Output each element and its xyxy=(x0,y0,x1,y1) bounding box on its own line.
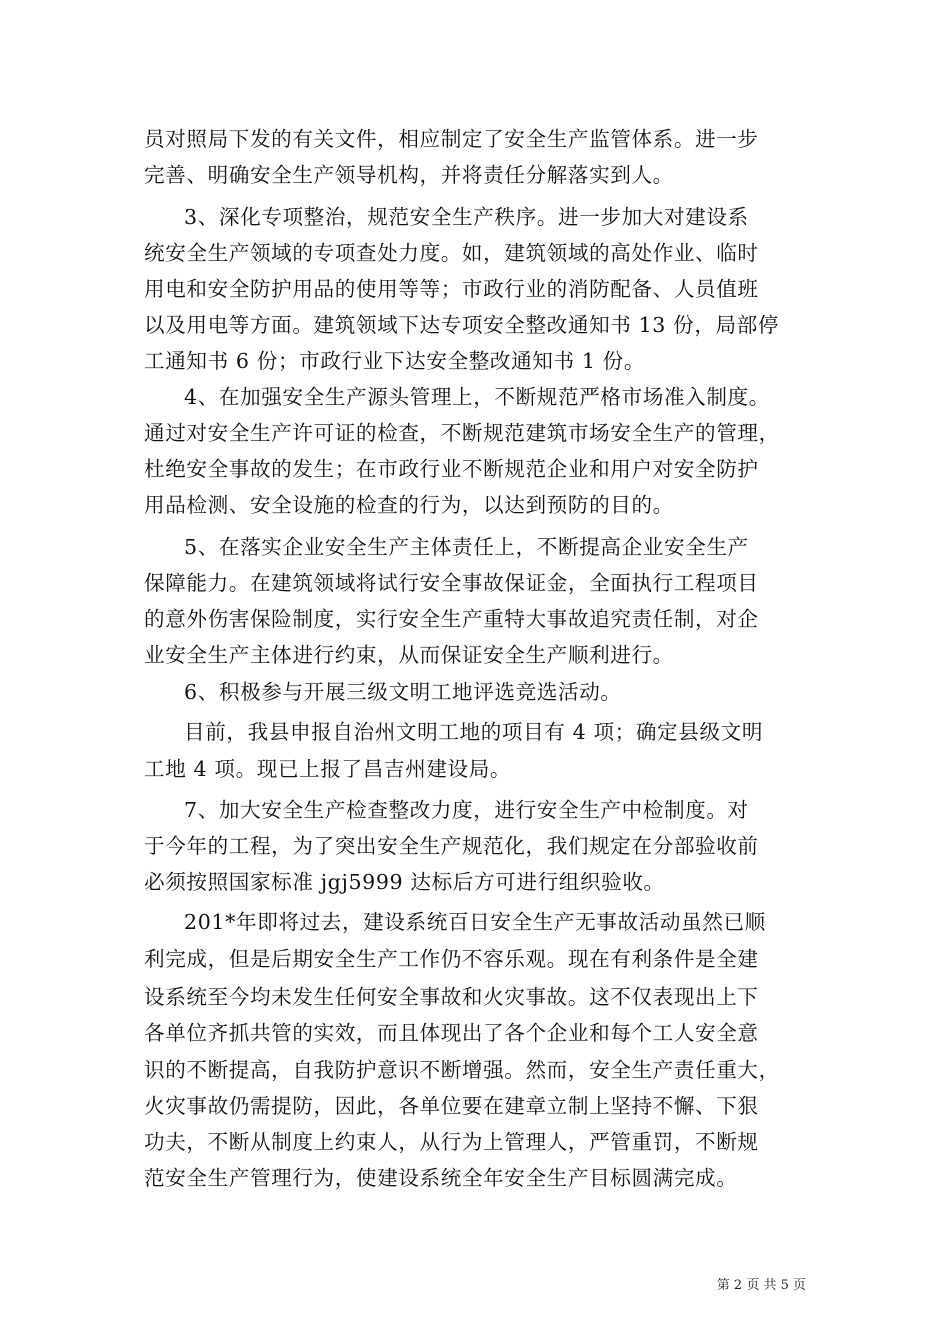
text-line: 4、在加强安全生产源头管理上，不断规范严格市场准入制度。 xyxy=(184,385,770,409)
text-line: 的意外伤害保险制度，实行安全生产重特大事故追究责任制，对企 xyxy=(144,607,759,631)
text-line: 目前，我县申报自治州文明工地的项目有 4 项；确定县级文明 xyxy=(184,720,764,744)
text-line: 于今年的工程，为了突出安全生产规范化，我们规定在分部验收前 xyxy=(144,834,759,858)
text-line: 员对照局下发的有关文件，相应制定了安全生产监管体系。进一步 xyxy=(144,127,759,151)
text-line: 工通知书 6 份；市政行业下达安全整改通知书 1 份。 xyxy=(144,349,646,373)
text-line: 火灾事故仍需提防，因此，各单位要在建章立制上坚持不懈、下狠 xyxy=(144,1094,759,1118)
text-line: 通过对安全生产许可证的检查，不断规范建筑市场安全生产的管理， xyxy=(144,421,780,445)
page-number: 第 2 页 共 5 页 xyxy=(716,1278,806,1293)
text-line: 保障能力。在建筑领域将试行安全事故保证金，全面执行工程项目 xyxy=(144,571,759,595)
text-line: 业安全生产主体进行约束，从而保证安全生产顺利进行。 xyxy=(144,643,674,667)
text-line: 6、积极参与开展三级文明工地评选竞选活动。 xyxy=(184,680,622,704)
text-line: 3、深化专项整治，规范安全生产秩序。进一步加大对建设系 xyxy=(184,205,749,229)
text-line: 必须按照国家标准 jgj5999 达标后方可进行组织验收。 xyxy=(144,870,665,894)
text-line: 7、加大安全生产检查整改力度，进行安全生产中检制度。对 xyxy=(184,798,749,822)
text-line: 利完成，但是后期安全生产工作仍不容乐观。现在有利条件是全建 xyxy=(144,947,759,971)
text-line: 各单位齐抓共管的实效，而且体现出了各个企业和每个工人安全意 xyxy=(144,1021,759,1045)
text-line: 识的不断提高，自我防护意识不断增强。然而，安全生产责任重大， xyxy=(144,1058,780,1082)
text-line: 以及用电等方面。建筑领域下达专项安全整改通知书 13 份，局部停 xyxy=(144,313,780,337)
text-line: 用品检测、安全设施的检查的行为，以达到预防的目的。 xyxy=(144,493,674,517)
text-line: 杜绝安全事故的发生；在市政行业不断规范企业和用户对安全防护 xyxy=(144,457,759,481)
text-line: 设系统至今均未发生任何安全事故和火灾事故。这不仅表现出上下 xyxy=(144,985,759,1009)
text-line: 完善、明确安全生产领导机构，并将责任分解落实到人。 xyxy=(144,163,674,187)
text-line: 范安全生产管理行为，使建设系统全年安全生产目标圆满完成。 xyxy=(144,1166,738,1190)
text-line: 5、在落实企业安全生产主体责任上，不断提高企业安全生产 xyxy=(184,535,749,559)
text-line: 功夫，不断从制度上约束人，从行为上管理人，严管重罚，不断规 xyxy=(144,1130,759,1154)
text-line: 用电和安全防护用品的使用等等；市政行业的消防配备、人员值班 xyxy=(144,277,759,301)
text-line: 201*年即将过去，建设系统百日安全生产无事故活动虽然已顺 xyxy=(184,910,766,934)
text-line: 工地 4 项。现已上报了昌吉州建设局。 xyxy=(144,757,512,781)
text-line: 统安全生产领域的专项查处力度。如，建筑领域的高处作业、临时 xyxy=(144,241,759,265)
